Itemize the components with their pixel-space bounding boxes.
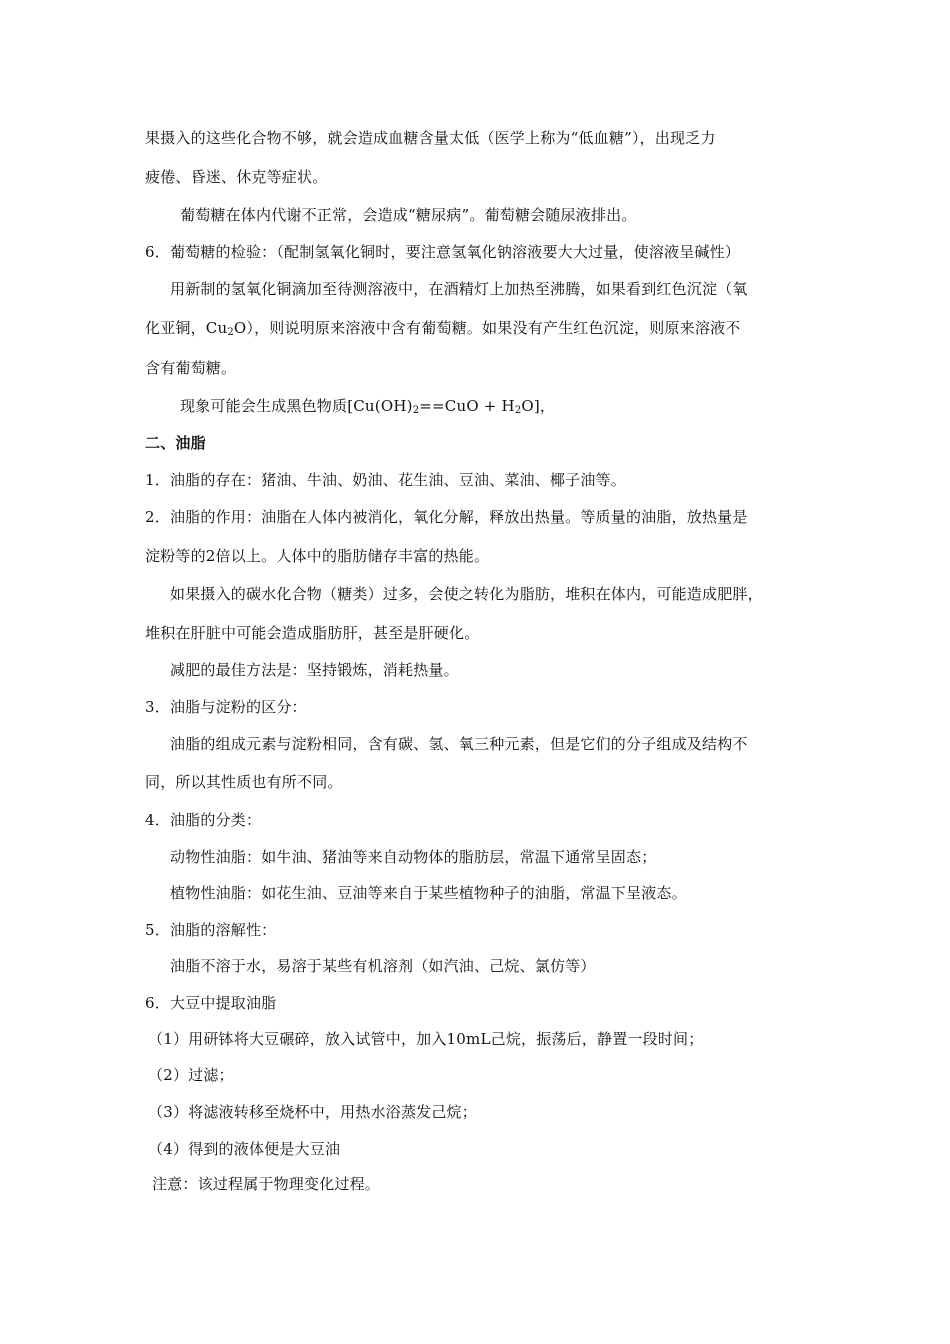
text-span: 疲倦、昏迷、休克等症状。	[145, 168, 328, 186]
section-item-heading	[145, 507, 748, 527]
text-span: 用新制的氢氧化铜滴加至待测溶液中，在酒精灯上加热至沸腾，如果看到红色沉淀（氧	[170, 280, 748, 298]
section-heading	[145, 433, 206, 453]
text-span: ==CuO + H	[419, 397, 515, 415]
text-line	[170, 660, 459, 680]
text-line	[170, 734, 748, 754]
text-span: 葡萄糖在体内代谢不正常，会造成“糖尿病”。葡萄糖会随尿液排出。	[180, 206, 637, 224]
text-span: 3．油脂与淀粉的区分：	[145, 698, 307, 716]
text-span: 淀粉等的2倍以上。人体中的脂肪储存丰富的热能。	[145, 547, 490, 565]
section-item-heading	[145, 810, 261, 830]
text-span: （2）过滤；	[148, 1066, 234, 1084]
text-span: 同，所以其性质也有所不同。	[145, 773, 343, 791]
subscript: 2	[412, 405, 420, 416]
text-span: 5．油脂的溶解性：	[145, 921, 277, 939]
text-span: （3）将滤液转移至烧杯中，用热水浴蒸发己烷；	[148, 1103, 477, 1121]
text-span: 油脂不溶于水，易溶于某些有机溶剂（如汽油、己烷、氯仿等）	[170, 957, 596, 975]
text-line	[145, 772, 343, 792]
text-span: （1）用研钵将大豆碾碎，放入试管中，加入10mL己烷，振荡后，静置一段时间；	[148, 1030, 704, 1048]
text-span: 注意：该过程属于物理变化过程。	[152, 1175, 381, 1193]
text-span: O]，	[521, 397, 556, 415]
text-span: 化亚铜，Cu	[145, 319, 228, 337]
text-span: 2．油脂的作用：油脂在人体内被消化，氧化分解，释放出热量。等质量的油脂，放热量是	[145, 508, 748, 526]
step-line	[148, 1139, 340, 1159]
text-span: 含有葡萄糖。	[145, 359, 237, 377]
note-line	[152, 1174, 380, 1194]
text-span: 如果摄入的碳水化合物（糖类）过多，会使之转化为脂肪，堆积在体内，可能造成肥胖，	[170, 585, 763, 603]
text-line	[145, 546, 489, 566]
text-span: 减肥的最佳方法是：坚持锻炼，消耗热量。	[170, 661, 459, 679]
text-line	[145, 358, 236, 378]
text-span: 现象可能会生成黑色物质[Cu(OH)	[180, 397, 413, 415]
section-item-heading	[145, 920, 276, 940]
text-span: （4）得到的液体便是大豆油	[148, 1140, 341, 1158]
formula-line	[180, 396, 555, 416]
text-line	[145, 167, 327, 187]
text-line	[145, 318, 741, 338]
section-item-heading	[145, 993, 276, 1013]
step-line	[148, 1029, 703, 1049]
text-line	[180, 205, 637, 225]
text-span: 4．油脂的分类：	[145, 811, 262, 829]
text-line	[170, 584, 763, 604]
text-line	[170, 279, 748, 299]
text-span: 植物性油脂：如花生油、豆油等来自于某些植物种子的油脂，常温下呈液态。	[170, 884, 687, 902]
text-span: 动物性油脂：如牛油、猪油等来自动物体的脂肪层，常温下通常呈固态；	[170, 848, 657, 866]
text-line	[170, 883, 687, 903]
text-span: 1．油脂的存在：猪油、牛油、奶油、花生油、豆油、菜油、椰子油等。	[145, 471, 626, 489]
section-item-heading	[145, 242, 740, 262]
section-item-heading	[145, 697, 307, 717]
section-item-heading	[145, 470, 626, 490]
text-span: 堆积在肝脏中可能会造成脂肪肝，甚至是肝硬化。	[145, 624, 480, 642]
text-span: 油脂的组成元素与淀粉相同，含有碳、氢、氧三种元素，但是它们的分子组成及结构不	[170, 735, 748, 753]
subscript: 2	[514, 405, 522, 416]
text-span: 6．葡萄糖的检验：（配制氢氧化铜时，要注意氢氧化钠溶液要大大过量，使溶液呈碱性）	[145, 243, 741, 261]
text-line	[145, 623, 479, 643]
text-span: 果摄入的这些化合物不够，就会造成血糖含量太低（医学上称为“低血糖”），出现乏力	[145, 129, 716, 147]
text-span: O），则说明原来溶液中含有葡萄糖。如果没有产生红色沉淀，则原来溶液不	[233, 319, 741, 337]
text-line	[170, 956, 596, 976]
step-line	[148, 1102, 477, 1122]
text-line	[145, 128, 716, 148]
text-line	[170, 847, 656, 867]
subscript: 2	[227, 327, 234, 338]
text-span: 二、油脂	[145, 434, 206, 452]
step-line	[148, 1065, 234, 1085]
text-span: 6．大豆中提取油脂	[145, 994, 277, 1012]
